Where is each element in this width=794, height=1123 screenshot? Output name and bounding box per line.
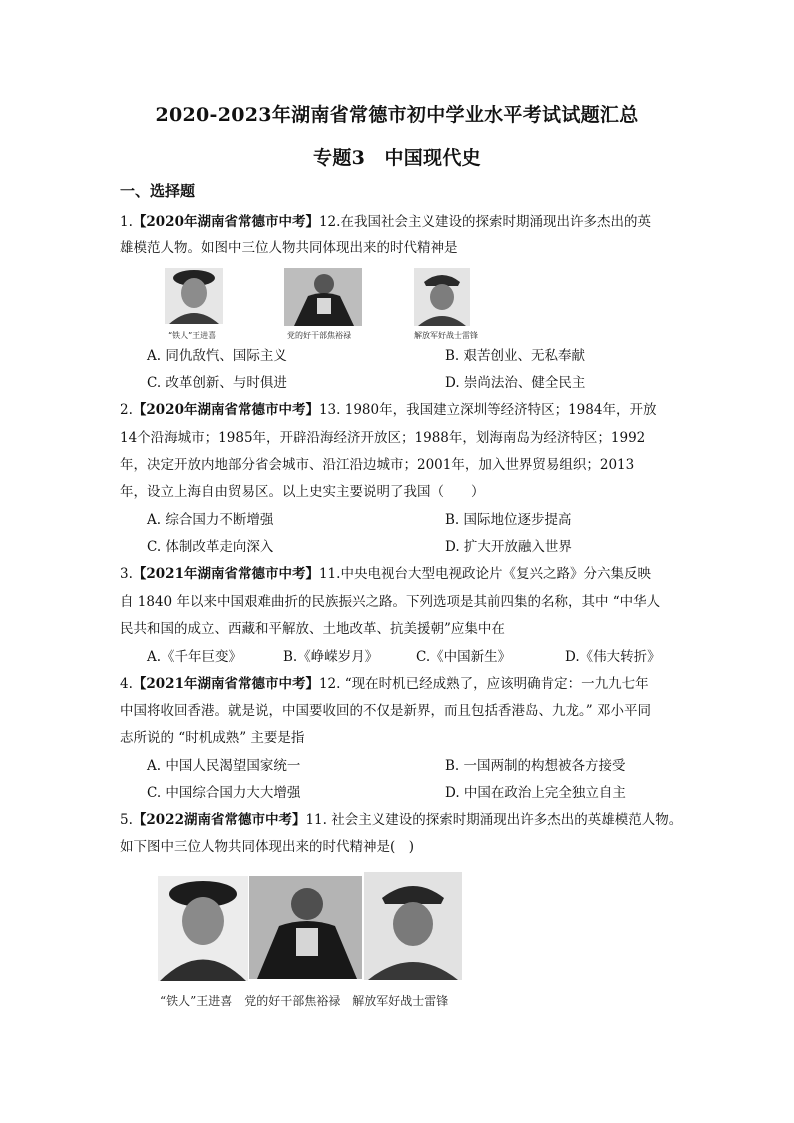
q1-stem-2: 雄模范人物。如图中三位人物共同体现出来的时代精神是 bbox=[120, 240, 458, 256]
q4-stem-3: 志所说的 “时机成熟” 主要是指 bbox=[120, 730, 305, 746]
q5-stem-1: 11. 社会主义建设的探索时期涌现出许多杰出的英雄模范人物。 bbox=[305, 812, 683, 828]
q2-option-a[interactable]: A. 综合国力不断增强 bbox=[147, 512, 274, 528]
q5-source: 【2022湖南省常德市中考】 bbox=[132, 812, 306, 828]
q3-number: 3. bbox=[120, 566, 133, 582]
q2-number: 2. bbox=[120, 402, 133, 418]
q2-option-d[interactable]: D. 扩大开放融入世界 bbox=[445, 539, 572, 555]
q4-source: 【2021年湖南省常德市中考】 bbox=[132, 676, 319, 692]
q5-line-1 bbox=[120, 810, 682, 830]
q2-stem-2: 14个沿海城市；1985年，开辟沿海经济开放区；1988年，划海南岛为经济特区；1992 bbox=[120, 430, 646, 446]
q5-number: 5. bbox=[120, 812, 133, 828]
q1-source: 【2020年湖南省常德市中考】 bbox=[132, 214, 319, 230]
page-title: 2020-2023年湖南省常德市初中学业水平考试试题汇总 bbox=[155, 104, 639, 126]
q5-lei-feng-photo bbox=[364, 872, 462, 980]
q3-stem-3: 民共和国的成立、西藏和平解放、土地改革、抗美援朝”应集中在 bbox=[120, 621, 505, 637]
q3-option-a[interactable]: A.《千年巨变》 bbox=[147, 649, 243, 665]
q2-option-b[interactable]: B. 国际地位逐步提高 bbox=[445, 512, 572, 528]
q3-option-b[interactable]: B.《峥嵘岁月》 bbox=[283, 649, 379, 665]
q4-stem-1: 12. “现在时机已经成熟了，应该明确肯定：一九九七年 bbox=[318, 676, 649, 692]
q5-stem-2: 如下图中三位人物共同体现出来的时代精神是( ) bbox=[120, 839, 415, 855]
q1-option-c[interactable]: C. 改革创新、与时俱进 bbox=[147, 375, 287, 391]
q4-stem-2: 中国将收回香港。就是说，中国要收回的不仅是新界，而且包括香港岛、九龙。” 邓小平同 bbox=[120, 703, 651, 719]
q5-caption: “铁人”王进喜 党的好干部焦裕禄 解放军好战士雷锋 bbox=[160, 994, 449, 1008]
q2-source: 【2020年湖南省常德市中考】 bbox=[132, 402, 319, 418]
q3-option-c[interactable]: C.《中国新生》 bbox=[416, 649, 512, 665]
q4-option-c[interactable]: C. 中国综合国力大大增强 bbox=[147, 785, 301, 801]
q1-line-1 bbox=[120, 212, 651, 232]
q1-caption-2: 党的好干部焦裕禄 bbox=[287, 331, 351, 340]
q3-source: 【2021年湖南省常德市中考】 bbox=[132, 566, 319, 582]
q5-wang-jinxi-photo bbox=[158, 876, 248, 981]
q4-option-d[interactable]: D. 中国在政治上完全独立自主 bbox=[445, 785, 626, 801]
q1-option-a[interactable]: A. 同仇敌忾、国际主义 bbox=[147, 348, 287, 364]
q4-option-b[interactable]: B. 一国两制的构想被各方接受 bbox=[445, 758, 626, 774]
jiao-yulu-photo bbox=[284, 268, 362, 326]
q1-caption-1: “铁人”王进喜 bbox=[168, 331, 217, 340]
q3-stem-2: 自 1840 年以来中国艰难曲折的民族振兴之路。下列选项是其前四集的名称，其中 “中华人 bbox=[120, 594, 661, 610]
section-heading: 一、选择题 bbox=[120, 182, 196, 200]
wang-jinxi-photo bbox=[165, 268, 223, 324]
q1-option-d[interactable]: D. 崇尚法治、健全民主 bbox=[445, 375, 586, 391]
q2-stem-1: 13. 1980年，我国建立深圳等经济特区；1984年，开放 bbox=[318, 402, 657, 418]
q1-option-b[interactable]: B. 艰苦创业、无私奉献 bbox=[445, 348, 586, 364]
q4-option-a[interactable]: A. 中国人民渴望国家统一 bbox=[147, 758, 301, 774]
q3-stem-1: 11.中央电视台大型电视政论片《复兴之路》分六集反映 bbox=[318, 566, 651, 582]
page-subtitle: 专题3 中国现代史 bbox=[313, 147, 481, 169]
q3-option-d[interactable]: D.《伟大转折》 bbox=[565, 649, 661, 665]
q2-stem-3: 年，决定开放内地部分省会城市、沿江沿边城市；2001年，加入世界贸易组织；2013 bbox=[120, 457, 635, 473]
q1-stem-1: 12.在我国社会主义建设的探索时期涌现出许多杰出的英 bbox=[318, 214, 651, 230]
q3-line-1 bbox=[120, 564, 651, 584]
q2-option-c[interactable]: C. 体制改革走向深入 bbox=[147, 539, 274, 555]
q1-caption-3: 解放军好战士雷锋 bbox=[414, 331, 478, 340]
q2-stem-4: 年，设立上海自由贸易区。以上史实主要说明了我国（ ） bbox=[120, 484, 485, 500]
q4-number: 4. bbox=[120, 676, 133, 692]
q5-jiao-yulu-photo bbox=[249, 876, 362, 979]
lei-feng-photo bbox=[414, 268, 470, 326]
q2-line-1 bbox=[120, 400, 656, 420]
q1-number: 1. bbox=[120, 214, 133, 230]
q4-line-1 bbox=[120, 674, 649, 694]
